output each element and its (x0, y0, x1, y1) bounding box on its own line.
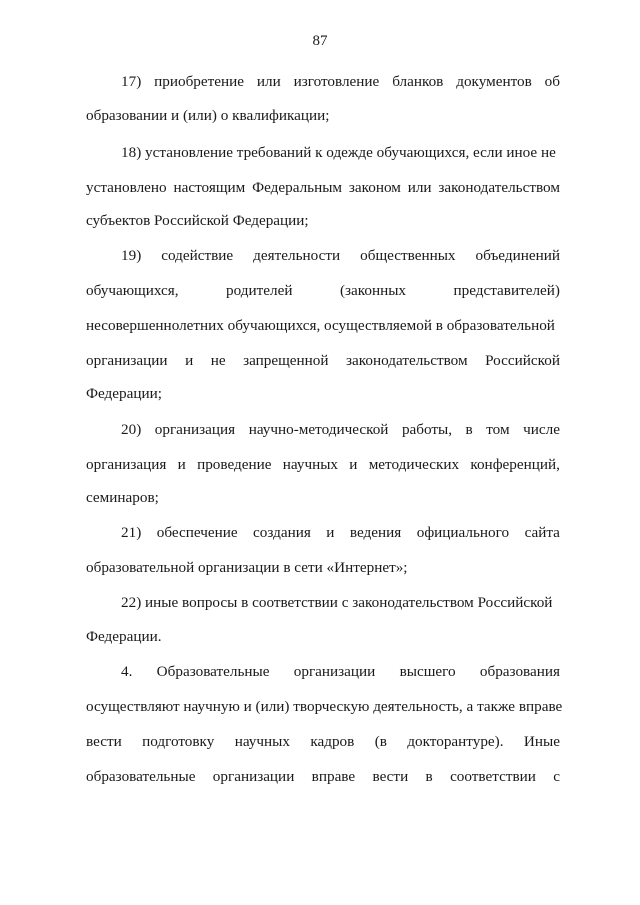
word: содействие (161, 247, 234, 264)
text-line (86, 455, 560, 475)
word: законом (348, 179, 401, 196)
word: родителей (226, 282, 293, 299)
word: приобретение (154, 73, 245, 90)
word: обучающихся, (86, 282, 179, 299)
text-line (86, 732, 560, 752)
word: деятельности (253, 247, 341, 264)
word: Российской (485, 352, 560, 369)
text-line: образовательной организации в сети «Интернет»; (86, 559, 408, 576)
text-line (86, 178, 560, 198)
text-line: осуществляют научную и (или) творческую деятельность, а также вправе (86, 698, 563, 715)
word: подготовку (142, 733, 215, 750)
word: (законных (339, 282, 407, 299)
word: или (407, 179, 432, 196)
word: или (256, 73, 281, 90)
word: организация (86, 456, 167, 473)
word: кадров (310, 733, 355, 750)
text-line: 22) иные вопросы в соответствии с законодательством Российской (121, 594, 553, 611)
word: вести (86, 733, 122, 750)
word: общественных (360, 247, 456, 264)
word: организации (212, 768, 295, 785)
word: числе (523, 421, 560, 438)
word: 20) (121, 421, 142, 438)
word: в (465, 421, 473, 438)
word: и (177, 456, 186, 473)
word: с (553, 768, 560, 785)
word: докторантуре). (407, 733, 504, 750)
word: методических (368, 456, 460, 473)
word: работы, (401, 421, 453, 438)
text-line (86, 767, 560, 787)
word: конференций, (470, 456, 560, 473)
word: научно-методической (248, 421, 389, 438)
word: организация (154, 421, 236, 438)
word: и (185, 352, 194, 369)
word: установлено (86, 179, 167, 196)
word: сайта (524, 524, 560, 541)
word: и (326, 524, 335, 541)
word: не (210, 352, 226, 369)
text-line (86, 246, 560, 266)
word: документов (456, 73, 532, 90)
word: представителей) (453, 282, 560, 299)
word: законодательством (346, 352, 468, 369)
page-number: 87 (312, 33, 328, 49)
text-line: Федерации; (86, 385, 162, 402)
text-line (86, 72, 560, 92)
word: официального (416, 524, 510, 541)
word: 17) (121, 73, 142, 90)
word: том (486, 421, 510, 438)
word: Федеральным (252, 179, 343, 196)
word: об (544, 73, 560, 90)
text-line (86, 523, 560, 543)
word: Образовательные (156, 663, 270, 680)
word: вправе (311, 768, 356, 785)
word: запрещенной (243, 352, 329, 369)
word: 21) (121, 524, 142, 541)
word: проведение (197, 456, 272, 473)
word: высшего (399, 663, 456, 680)
text-line (86, 281, 560, 301)
word: создания (253, 524, 311, 541)
word: образования (479, 663, 560, 680)
text-line: 18) установление требований к одежде обучающихся, если иное не (121, 144, 556, 161)
word: образовательные (86, 768, 196, 785)
word: законодательством (438, 179, 560, 196)
text-line (86, 420, 560, 440)
word: в (425, 768, 433, 785)
text-line: субъектов Российской Федерации; (86, 212, 309, 229)
text-line (86, 662, 560, 682)
word: объединений (475, 247, 560, 264)
word: вести (372, 768, 409, 785)
word: научных (234, 733, 290, 750)
word: и (349, 456, 358, 473)
text-line (86, 351, 560, 371)
text-line: несовершеннолетних обучающихся, осуществляемой в образовательной (86, 317, 555, 334)
word: соответствии (450, 768, 536, 785)
word: обеспечение (156, 524, 238, 541)
word: Иные (523, 733, 560, 750)
text-line: образовании и (или) о квалификации; (86, 107, 330, 124)
word: 4. (121, 663, 133, 680)
word: ведения (349, 524, 402, 541)
text-line: семинаров; (86, 489, 159, 506)
text-line: Федерации. (86, 628, 162, 645)
word: 19) (121, 247, 142, 264)
word: (в (374, 733, 387, 750)
word: научных (282, 456, 339, 473)
word: настоящим (173, 179, 246, 196)
word: изготовление (293, 73, 380, 90)
word: организации (293, 663, 376, 680)
word: бланков (392, 73, 444, 90)
word: организации (86, 352, 168, 369)
